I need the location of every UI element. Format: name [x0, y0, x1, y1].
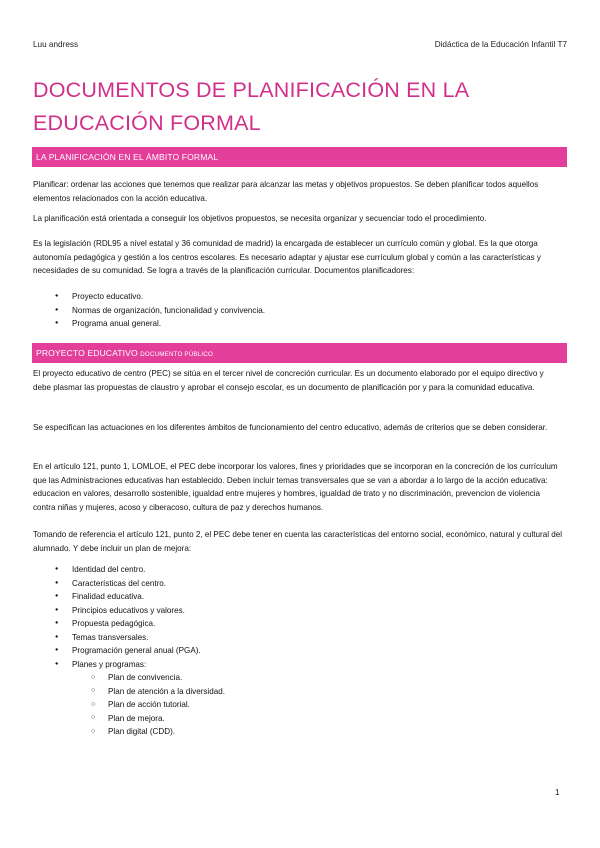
- sub-list-item: ○ Plan digital (CDD).: [72, 725, 225, 739]
- sub-list-item: ○ Plan de acción tutorial.: [72, 698, 225, 712]
- list-item: ● Características del centro.: [33, 577, 225, 591]
- paragraph: Planificar: ordenar las acciones que tenemos que realizar para alcanzar las metas y objetivos propuestos. Se deben planificar todos aquellos elementos relacionados con la acción educativa.: [33, 180, 539, 203]
- list-item: ● Normas de organización, funcionalidad y convivencia.: [33, 304, 265, 318]
- list-item: ● Temas transversales.: [33, 631, 225, 645]
- sub-bullet-list-planes: [72, 671, 225, 739]
- paragraph: Tomando de referencia el artículo 121, punto 2, el PEC debe tener en cuenta las características del entorno social, económico, natural y cultural del alumnado. Y debe incluir un plan de mejora:: [33, 530, 563, 553]
- list-item: ● Identidad del centro.: [33, 563, 225, 577]
- list-item: ● Proyecto educativo.: [33, 290, 265, 304]
- section-heading-text: PROYECTO EDUCATIVO: [36, 348, 138, 358]
- section-heading-text: LA PLANIFICACIÓN EN EL ÁMBITO FORMAL: [36, 152, 219, 162]
- sub-list-item: ○ Plan de atención a la diversidad.: [72, 685, 225, 699]
- page-header: [33, 40, 567, 49]
- bullet-list-plan-mejora: [33, 563, 225, 739]
- page-number: 1: [555, 788, 560, 797]
- sub-list-item: ○ Plan de mejora.: [72, 712, 225, 726]
- paragraph: El proyecto educativo de centro (PEC) se sitúa en el tercer nivel de concreción curricular. Es un documento elaborado por el equipo directivo y debe plasmar las propuestas de claustro y aprobar el consejo escolar, es un documento de planificación por y para la comunidad educativa.: [33, 369, 544, 392]
- paragraph: Es la legislación (RDL95 a nivel estatal y 36 comunidad de madrid) la encargada de establecer un currículo común y global. Es la que otorga autonomía pedagógica y gestión a los centros escolares. Es necesario adaptar y ajustar ese currículum global y común a las características y necesidades de su comunidad. Se logra a través de la planificación curricular. Documentos planificadores:: [33, 239, 541, 275]
- list-item: ● Propuesta pedagógica.: [33, 617, 225, 631]
- paragraph: Se especifican las actuaciones en los diferentes ámbitos de funcionamiento del centro educativo, además de criterios que se deben considerar.: [33, 423, 548, 432]
- list-item: ● Programa anual general.: [33, 317, 265, 331]
- section-heading-tag: DOCUMENTO PÚBLICO: [140, 351, 213, 358]
- sub-list-item: ○ Plan de convivencia.: [72, 671, 225, 685]
- header-course: Didáctica de la Educación Infantil T7: [434, 40, 567, 49]
- list-item: ● Principios educativos y valores.: [33, 604, 225, 618]
- section-heading-planificacion: [32, 147, 567, 167]
- list-item: ● Programación general anual (PGA).: [33, 644, 225, 658]
- paragraph: La planificación está orientada a conseguir los objetivos propuestos, se necesita organizar y secuenciar todo el procedimiento.: [33, 214, 487, 223]
- section-heading-proyecto-educativo: [32, 343, 567, 363]
- header-author: Luu andress: [33, 40, 79, 49]
- list-item: ● Finalidad educativa.: [33, 590, 225, 604]
- list-item-text: Planes y programas:: [72, 659, 147, 669]
- document-title: DOCUMENTOS DE PLANIFICACIÓN EN LA EDUCACIÓN FORMAL: [33, 78, 469, 135]
- list-item: [33, 658, 225, 739]
- paragraph: En el artículo 121, punto 1, LOMLOE, el PEC debe incorporar los valores, fines y prioridades que se incorporan en la concreción de los currículum que las Administraciones educativas han establecido. Deben incluir temas transversales que se van a abordar a lo largo de la acción educativa: educacion en valores, desarrollo sostenible, igualdad entre mujeres y hombres, igualdad de trato y no discriminación, prevencion de violencia contra niñas y mujeres, acoso y ciberacoso, cultura de paz y derechos humanos.: [33, 462, 558, 512]
- bullet-list-documentos: [33, 290, 265, 331]
